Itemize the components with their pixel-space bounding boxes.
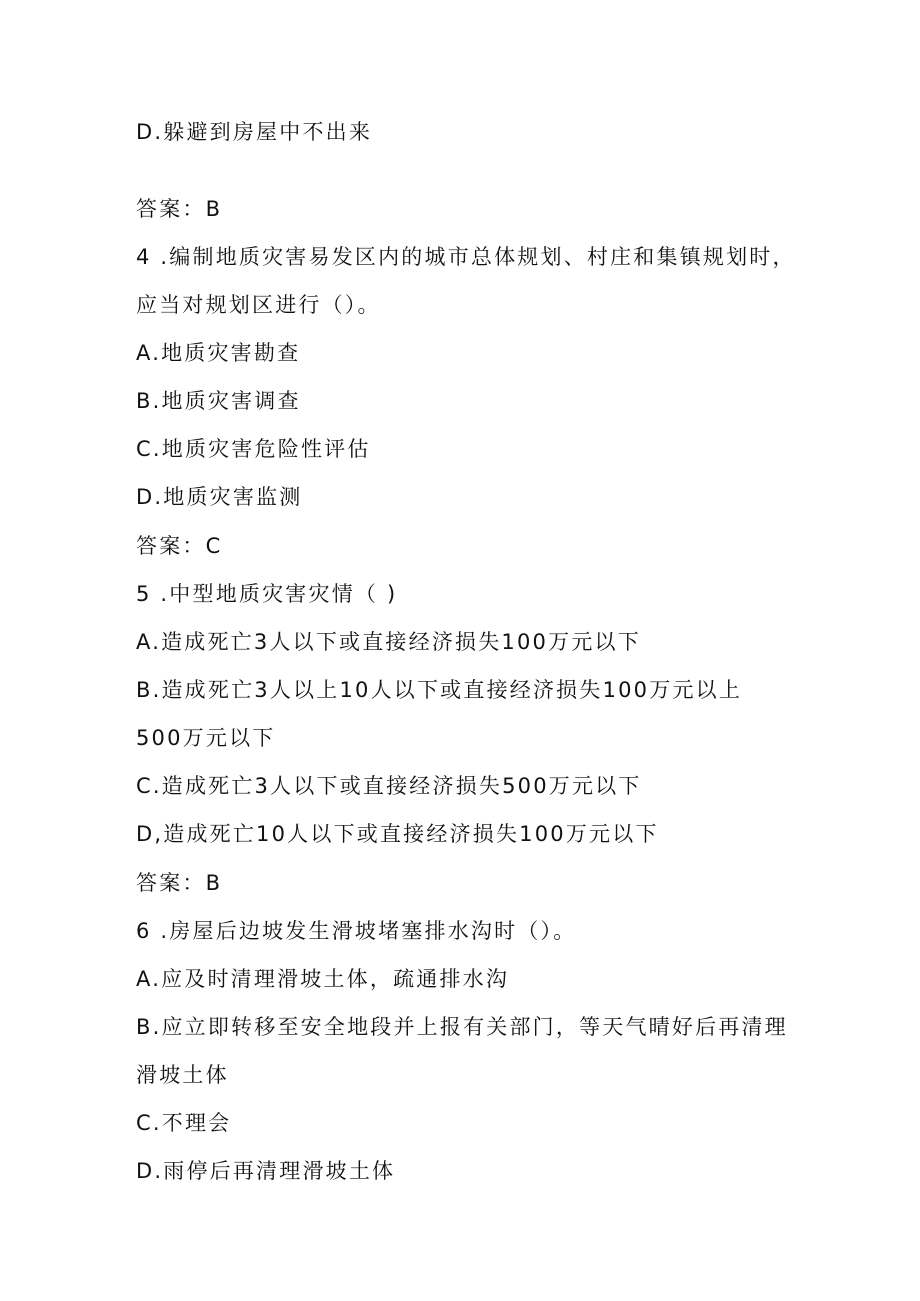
- option-c-q4: C.地质灾害危险性评估: [136, 437, 371, 461]
- question-4-line-2: 应当对规划区进行（）。: [136, 293, 381, 317]
- answer-q5: 答案：B: [136, 871, 223, 895]
- option-b-q5-line-2: 500万元以下: [136, 726, 276, 750]
- question-6: 6 .房屋后边坡发生滑坡堵塞排水沟时（）。: [136, 919, 577, 943]
- option-c-q5: C.造成死亡3人以下或直接经济损失500万元以下: [136, 774, 642, 798]
- option-d-q6: D.雨停后再清理滑坡土体: [136, 1159, 396, 1183]
- question-5: 5 .中型地质灾害灾情（ ): [136, 582, 398, 606]
- option-a-q6: A.应及时清理滑坡土体，疏通排水沟: [136, 967, 510, 991]
- option-b-q6-line-2: 滑坡土体: [136, 1063, 229, 1087]
- option-d-q5: D,造成死亡10人以下或直接经济损失100万元以下: [136, 822, 659, 846]
- option-a-q5: A.造成死亡3人以下或直接经济损失100万元以下: [136, 630, 641, 654]
- option-b-q4: B.地质灾害调查: [136, 389, 301, 413]
- option-b-q5-line-1: B.造成死亡3人以上10人以下或直接经济损失100万元以上: [136, 678, 743, 702]
- answer-q3: 答案：B: [136, 197, 223, 221]
- option-b-q6-line-1: B.应立即转移至安全地段并上报有关部门，等天气晴好后再清理: [136, 1015, 788, 1039]
- option-c-q6: C.不理会: [136, 1111, 232, 1135]
- option-d-q3: D.躲避到房屋中不出来: [136, 120, 373, 144]
- answer-q4: 答案：C: [136, 534, 223, 558]
- question-4-line-1: 4 .编制地质灾害易发区内的城市总体规划、村庄和集镇规划时，: [136, 245, 796, 269]
- option-d-q4: D.地质灾害监测: [136, 485, 303, 509]
- option-a-q4: A.地质灾害勘查: [136, 341, 301, 365]
